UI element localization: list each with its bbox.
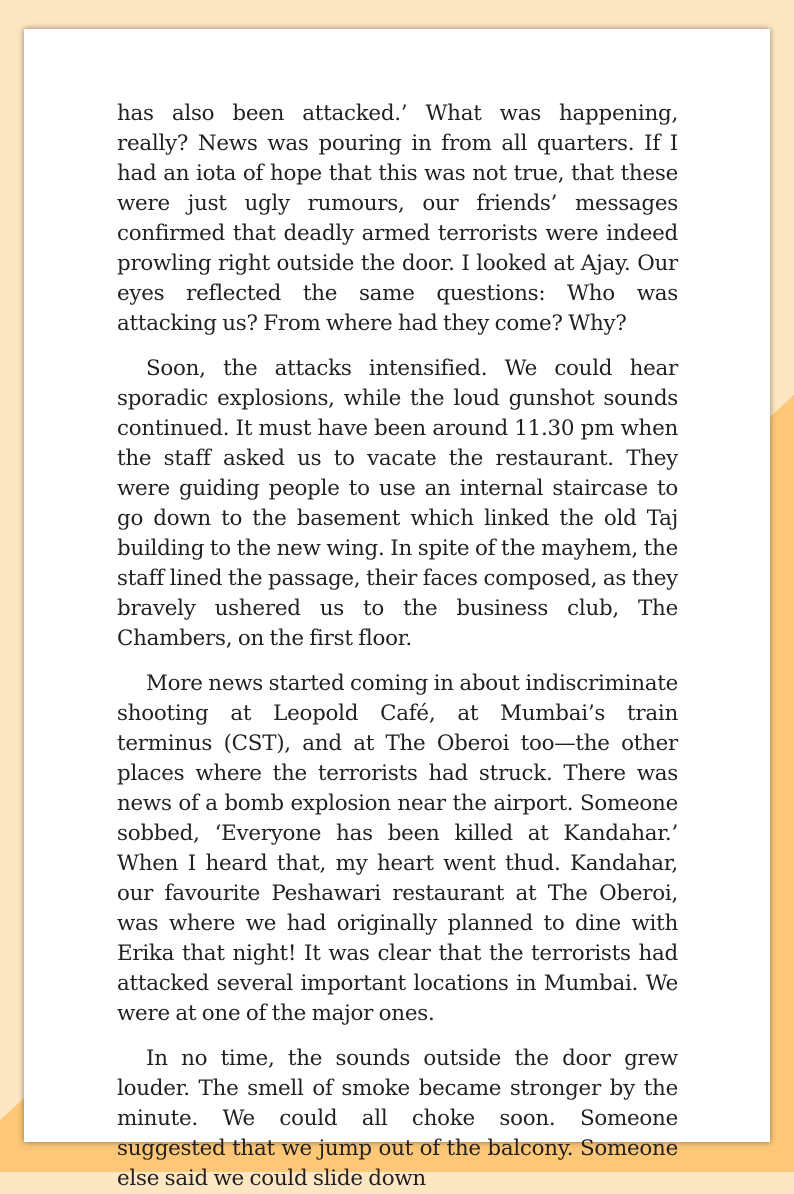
- paragraph-3: More news started coming in about indiscriminate shooting at Leopold Café, at Mumbai’s train terminus (CST), and at The Oberoi too—the other places where the terrorists had struck. There was news of a bomb explosion near the airport. Someone sobbed, ‘Everyone has been killed at Kandahar.’ When I heard that, my heart went thud. Kandahar, our favourite Peshawari restaurant at The Oberoi, was where we had originally planned to dine with Erika that night! It was clear that the terrorists had attacked several important locations in Mumbai. We were at one of the major ones.: [117, 671, 678, 1026]
- page-text: [117, 99, 678, 1194]
- paragraph-2: Soon, the attacks intensified. We could hear sporadic explosions, while the loud gunshot sounds continued. It must have been around 11.30 pm when the staff asked us to vacate the restaurant. They were guiding people to use an internal staircase to go down to the basement which linked the old Taj building to the new wing. In spite of the mayhem, the staff lined the passage, their faces composed, as they bravely ushered us to the business club, The Chambers, on the first floor.: [117, 356, 678, 651]
- book-page: [24, 29, 770, 1191]
- paragraph-1: has also been attacked.’ What was happening, really? News was pouring in from all quarters. If I had an iota of hope that this was not true, that these were just ugly rumours, our friends’ messages confirmed that deadly armed terrorists were indeed prowling right outside the door. I looked at Ajay. Our eyes reflected the same questions: Who was attacking us? From where had they come? Why?: [117, 101, 678, 336]
- paragraph-4: In no time, the sounds outside the door grew louder. The smell of smoke became stronger by the minute. We could all choke soon. Someone suggested that we jump out of the balcony. Someone else said we could slide down: [117, 1046, 678, 1191]
